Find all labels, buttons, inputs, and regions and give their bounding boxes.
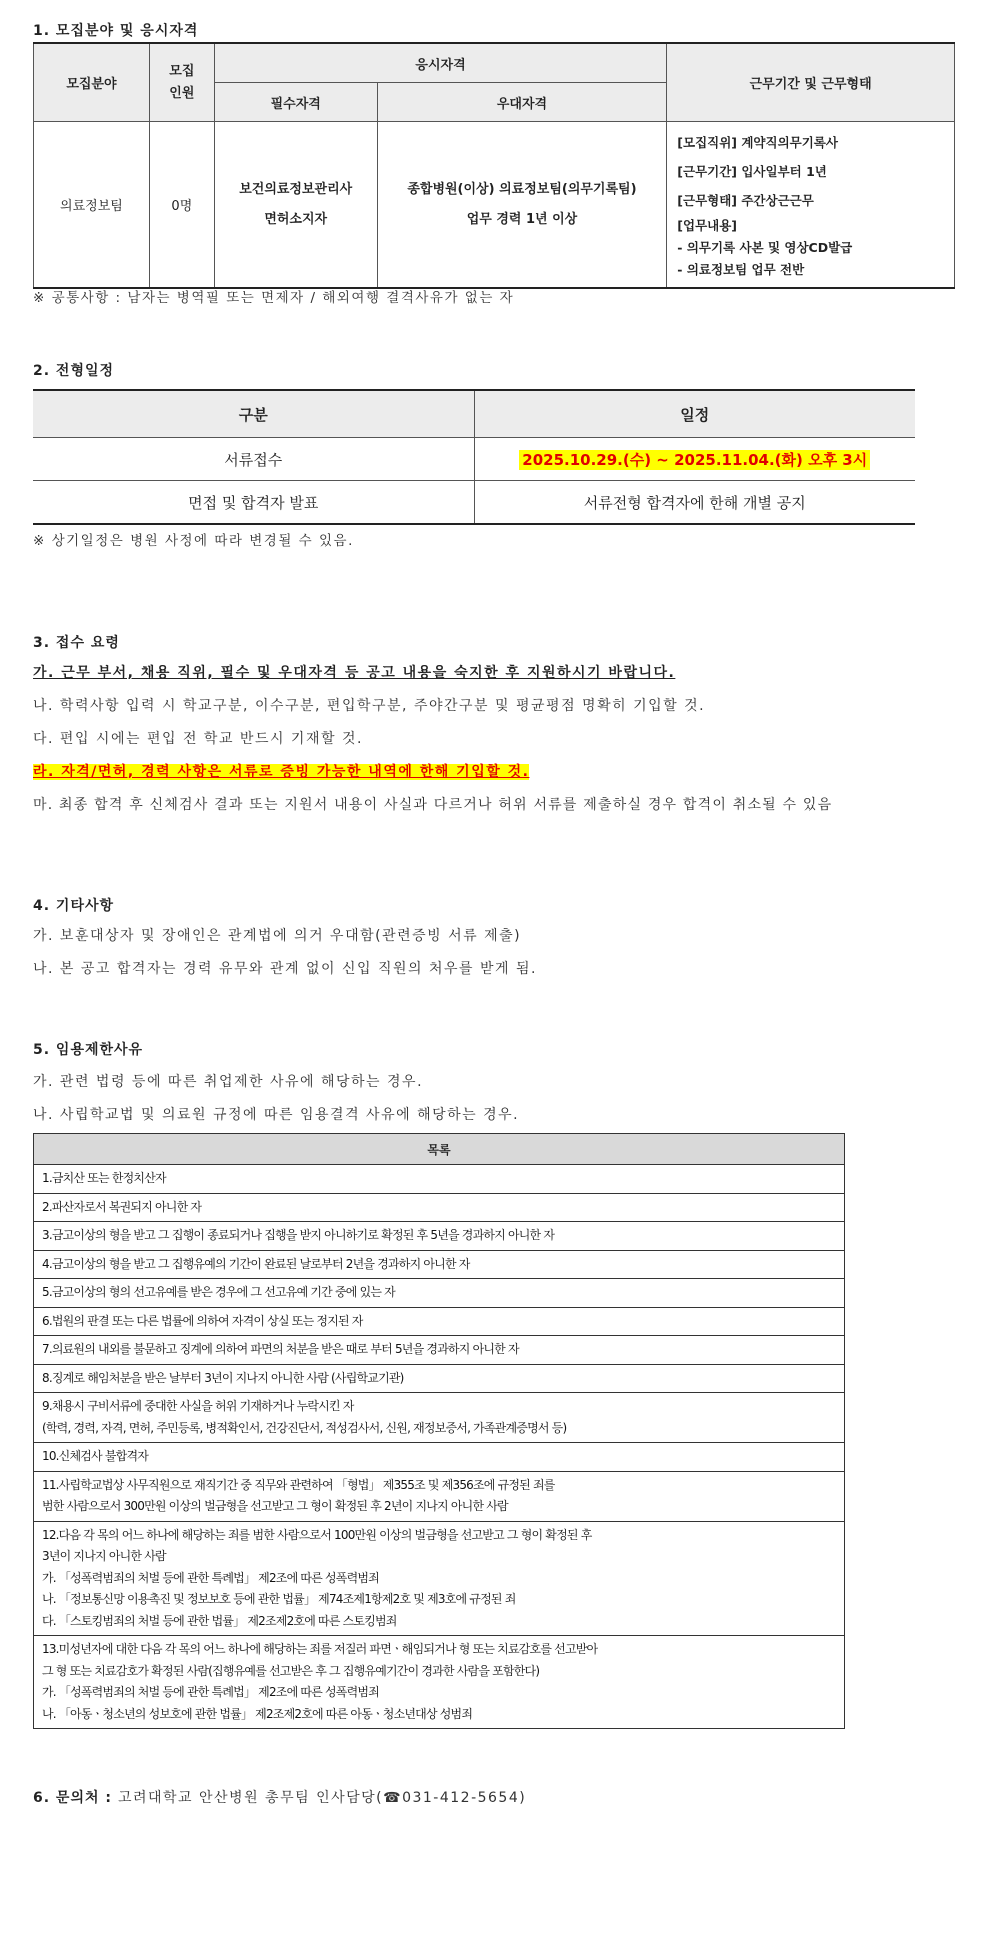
section-1-title: 1. 모집분야 및 응시자격 bbox=[33, 23, 199, 39]
misc-item: 가. 보훈대상자 및 장애인은 관계법에 의거 우대함(관련증빙 서류 제출) bbox=[33, 928, 522, 944]
list-item bbox=[34, 1279, 845, 1308]
disqualification-table bbox=[33, 1133, 845, 1729]
table-row bbox=[34, 1443, 845, 1472]
misc-item: 나. 본 공고 합격자는 경력 유무와 관계 없이 신입 직원의 처우를 받게 됨. bbox=[33, 961, 537, 977]
list-item-line: 13.미성년자에 대한 다음 각 목의 어느 하나에 해당하는 죄를 저질러 파면ㆍ해임되거나 형 또는 치료감호를 선고받아 bbox=[42, 1642, 598, 1656]
list-item-line: 다. 「스토킹범죄의 처벌 등에 관한 법률」 제2조제2호에 따른 스토킹범죄 bbox=[42, 1613, 397, 1628]
cell-preferred: 종합병원(이상) 의료정보팀(의무기록팀) 업무 경력 1년 이상 bbox=[377, 122, 667, 289]
apply-item: 나. 학력사항 입력 시 학교구분, 이수구분, 편입학구분, 주야간구분 및 평균평점 명확히 기입할 것. bbox=[33, 698, 706, 714]
cell-field: 의료정보팀 bbox=[34, 122, 150, 289]
schedule-table bbox=[33, 389, 915, 525]
list-item-line: 9.채용시 구비서류에 중대한 사실을 허위 기재하거나 누락시킨 자 bbox=[42, 1399, 354, 1413]
list-item-line: 10.신체검사 불합격자 bbox=[42, 1449, 149, 1463]
schedule-date: 서류전형 합격자에 한해 개별 공지 bbox=[474, 481, 915, 525]
list-item-line: 7.의료원의 내외를 불문하고 징계에 의하여 파면의 처분을 받은 때로 부터 5년을 경과하지 아니한 자 bbox=[42, 1342, 519, 1356]
list-item bbox=[34, 1364, 845, 1393]
contact bbox=[33, 1787, 526, 1807]
contact-label: 6. 문의처 : bbox=[33, 1790, 112, 1806]
section-2-title: 2. 전형일정 bbox=[33, 363, 115, 379]
header-required: 필수자격 bbox=[214, 83, 377, 122]
header-category: 구분 bbox=[33, 390, 474, 438]
apply-item: 마. 최종 합격 후 신체검사 결과 또는 지원서 내용이 사실과 다르거나 허위 서류를 제출하실 경우 합격이 취소될 수 있음 bbox=[33, 797, 833, 813]
section-5-title: 5. 임용제한사유 bbox=[33, 1042, 144, 1058]
list-item-line: 1.금치산 또는 한정치산자 bbox=[42, 1171, 166, 1185]
list-item bbox=[34, 1521, 845, 1636]
table-row bbox=[34, 1393, 845, 1443]
schedule-date: 2025.10.29.(수) ~ 2025.11.04.(화) 오후 3시 bbox=[474, 438, 915, 481]
list-item-line: 2.파산자로서 복권되지 아니한 자 bbox=[42, 1199, 202, 1214]
table-row bbox=[34, 1336, 845, 1365]
list-item-line: 나. 「아동ㆍ청소년의 성보호에 관한 법률」 제2조제2호에 따른 아동ㆍ청소년대상 성범죄 bbox=[42, 1706, 473, 1721]
table-row bbox=[34, 1193, 845, 1222]
apply-item: 가. 근무 부서, 채용 직위, 필수 및 우대자격 등 공고 내용을 숙지한 후 지원하시기 바랍니다. bbox=[33, 665, 676, 681]
contact-info: 고려대학교 안산병원 총무팀 인사담당(☎031-412-5654) bbox=[117, 1790, 527, 1806]
section-4-title: 4. 기타사항 bbox=[33, 898, 115, 914]
list-item-line: 범한 사람으로서 300만원 이상의 벌금형을 선고받고 그 형이 확정된 후 2년이 지나지 아니한 사람 bbox=[42, 1499, 508, 1513]
restriction-item: 가. 관련 법령 등에 따른 취업제한 사유에 해당하는 경우. bbox=[33, 1074, 424, 1090]
list-item bbox=[34, 1193, 845, 1222]
header-schedule: 일정 bbox=[474, 390, 915, 438]
section-3-title: 3. 접수 요령 bbox=[33, 635, 120, 651]
list-item-line: 11.사립학교법상 사무직원으로 재직기간 중 직무와 관련하여 「형법」 제355조 및 제356조에 규정된 죄를 bbox=[42, 1477, 555, 1492]
cell-count: 0명 bbox=[149, 122, 214, 289]
table-row bbox=[34, 1165, 845, 1194]
list-item-line: 3년이 지나지 아니한 사람 bbox=[42, 1549, 166, 1563]
section-2-note: ※ 상기일정은 병원 사정에 따라 변경될 수 있음. bbox=[33, 533, 354, 549]
table-row bbox=[34, 1222, 845, 1251]
list-item bbox=[34, 1307, 845, 1336]
cell-duty: [모집직위] 계약직의무기록사 [근무기간] 입사일부터 1년 [근무형태] 주간상근근무 [업무내용] - 의무기록 사본 및 영상CD발급 - 의료정보팀 업무 전반 bbox=[667, 122, 955, 289]
header-qualification: 응시자격 bbox=[214, 43, 666, 83]
list-item-line: 가. 「성폭력범죄의 처벌 등에 관한 특례법」 제2조에 따른 성폭력범죄 bbox=[42, 1685, 379, 1699]
table-row bbox=[34, 1307, 845, 1336]
list-item-line: 나. 「정보통신망 이용촉진 및 정보보호 등에 관한 법률」 제74조제1항제2호 및 제3호에 규정된 죄 bbox=[42, 1592, 516, 1606]
list-item bbox=[34, 1165, 845, 1194]
list-item bbox=[34, 1443, 845, 1472]
table-row bbox=[34, 1364, 845, 1393]
list-item bbox=[34, 1636, 845, 1729]
table-row bbox=[34, 1250, 845, 1279]
list-item-line: 4.금고이상의 형을 받고 그 집행유예의 기간이 완료된 날로부터 2년을 경과하지 아니한 자 bbox=[42, 1256, 470, 1271]
cell-required: 보건의료정보관리사 면허소지자 bbox=[214, 122, 377, 289]
list-item bbox=[34, 1336, 845, 1365]
apply-item: 다. 편입 시에는 편입 전 학교 반드시 기재할 것. bbox=[33, 731, 363, 747]
list-item-line: 6.법원의 판결 또는 다른 법률에 의하여 자격이 상실 또는 정지된 자 bbox=[42, 1313, 363, 1328]
list-item-line: 그 형 또는 치료감호가 확정된 사람(집행유예를 선고받은 후 그 집행유예기간이 경과한 사람을 포함한다) bbox=[42, 1663, 540, 1678]
schedule-category: 서류접수 bbox=[33, 438, 474, 481]
list-item-line: (학력, 경력, 자격, 면허, 주민등록, 병적확인서, 건강진단서, 적성검사서, 신원, 재정보증서, 가족관계증명서 등) bbox=[42, 1420, 567, 1435]
section-1-note: ※ 공통사항 : 남자는 병역필 또는 면제자 / 해외여행 결격사유가 없는 자 bbox=[33, 290, 515, 306]
list-item bbox=[34, 1393, 845, 1443]
table-row bbox=[34, 1471, 845, 1521]
header-preferred: 우대자격 bbox=[377, 83, 667, 122]
header-field: 모집분야 bbox=[34, 43, 150, 122]
list-item-line: 3.금고이상의 형을 받고 그 집행이 종료되거나 집행을 받지 아니하기로 확정된 후 5년을 경과하지 아니한 자 bbox=[42, 1228, 555, 1242]
list-item bbox=[34, 1471, 845, 1521]
list-item-line: 8.징계로 해임처분을 받은 날부터 3년이 지나지 아니한 사람 (사립학교기관) bbox=[42, 1370, 404, 1385]
table-row bbox=[34, 1279, 845, 1308]
header-term: 근무기간 및 근무형태 bbox=[667, 43, 955, 122]
list-item bbox=[34, 1250, 845, 1279]
header-count: 모집 인원 bbox=[149, 43, 214, 122]
list-header: 목록 bbox=[34, 1134, 845, 1165]
restriction-item: 나. 사립학교법 및 의료원 규정에 따른 임용결격 사유에 해당하는 경우. bbox=[33, 1107, 520, 1123]
apply-item: 라. 자격/면허, 경력 사항은 서류로 증빙 가능한 내역에 한해 기입할 것. bbox=[33, 764, 530, 780]
list-item-line: 12.다음 각 목의 어느 하나에 해당하는 죄를 범한 사람으로서 100만원 이상의 벌금형을 선고받고 그 형이 확정된 후 bbox=[42, 1527, 592, 1542]
table-row bbox=[34, 1521, 845, 1636]
schedule-category: 면접 및 합격자 발표 bbox=[33, 481, 474, 525]
list-item-line: 가. 「성폭력범죄의 처벌 등에 관한 특례법」 제2조에 따른 성폭력범죄 bbox=[42, 1570, 379, 1585]
list-item-line: 5.금고이상의 형의 선고유예를 받은 경우에 그 선고유예 기간 중에 있는 자 bbox=[42, 1285, 395, 1299]
recruitment-table bbox=[33, 42, 955, 289]
table-row bbox=[34, 1636, 845, 1729]
list-item bbox=[34, 1222, 845, 1251]
